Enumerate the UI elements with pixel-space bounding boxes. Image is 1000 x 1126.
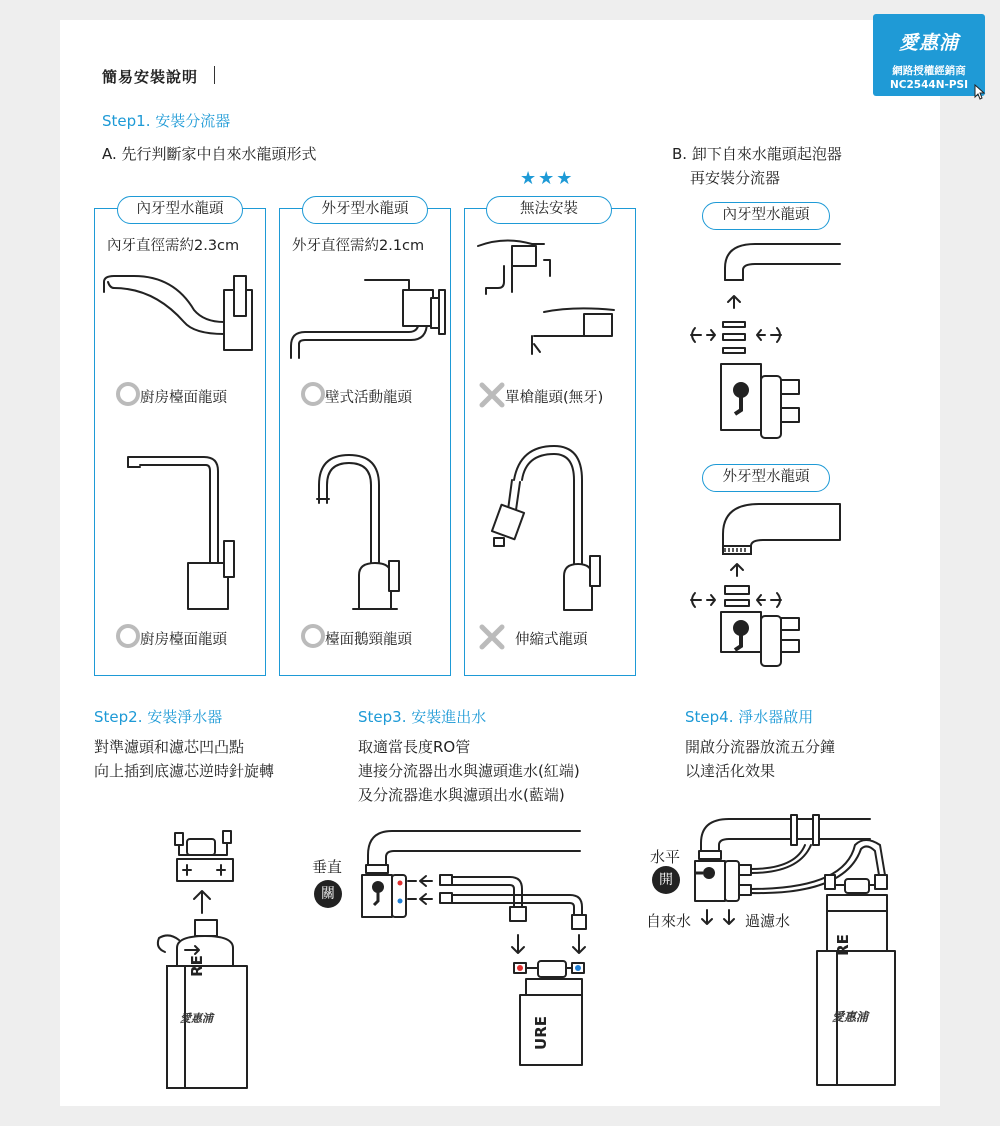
label-vertical: 垂直	[312, 858, 343, 876]
step2-line1: 對準濾頭和濾芯凹凸點	[94, 738, 245, 756]
step1-heading: Step1. 安裝分流器	[102, 112, 231, 130]
step4-line2: 以達活化效果	[685, 762, 776, 780]
not-allowed-icon	[479, 624, 505, 650]
step2-heading: Step2. 安裝淨水器	[94, 708, 223, 726]
label-tap-water: 自來水	[646, 912, 692, 930]
step3-line2: 連接分流器出水與濾頭進水(紅端)	[358, 762, 580, 780]
caption-kitchen-bottom: 廚房檯面龍頭	[140, 632, 227, 648]
kitchen-faucet-icon	[94, 260, 264, 360]
canister-side-text-step4: RE	[833, 934, 852, 956]
badge-line1: 網路授權經銷商	[892, 65, 966, 77]
canister-brand-step4: 愛惠浦	[832, 1010, 869, 1024]
canister-brand: 愛惠浦	[180, 1012, 213, 1025]
dealer-badge	[873, 14, 985, 96]
brand-logo: 愛惠浦	[898, 32, 959, 54]
cursor-icon	[974, 84, 986, 100]
not-allowed-icon	[479, 382, 505, 408]
kitchen-tall-faucet-icon	[94, 445, 264, 615]
ok-mark-icon	[116, 624, 140, 648]
star-rating: ★★★	[520, 168, 575, 189]
title-divider	[214, 66, 215, 84]
valve-open-indicator: 開	[652, 866, 680, 894]
badge-line2: NC2544N-PSI	[889, 79, 969, 91]
page-title: 簡易安裝說明	[102, 68, 199, 86]
step1-b-line2: 再安裝分流器	[690, 169, 781, 187]
filter-head-icon	[165, 825, 265, 895]
step4-line1: 開啟分流器放流五分鐘	[685, 738, 836, 756]
caption-gooseneck: 檯面鵝頸龍頭	[325, 632, 412, 648]
pill-external-thread: 外牙型水龍頭	[302, 196, 428, 224]
step3-line1: 取適當長度RO管	[358, 738, 471, 756]
step3-line3: 及分流器進水與濾頭出水(藍端)	[358, 786, 565, 804]
pullout-faucet-icon	[464, 440, 634, 610]
spec-external: 外牙直徑需約2.1cm	[292, 238, 425, 254]
internal-thread-diverter-icon	[685, 240, 825, 440]
step1-a-text: A. 先行判斷家中自來水龍頭形式	[102, 145, 317, 163]
label-filtered-water: 過濾水	[745, 912, 791, 930]
spec-internal: 內牙直徑需約2.3cm	[107, 238, 240, 254]
wall-faucet-icon	[279, 260, 449, 360]
ok-mark-icon	[301, 624, 325, 648]
pill-internal-thread: 內牙型水龍頭	[117, 196, 243, 224]
step4-activation-icon	[695, 815, 905, 1085]
up-arrow-icon	[190, 885, 214, 915]
pill-unsupported: 無法安裝	[486, 196, 612, 224]
caption-pullout: 伸縮式龍頭	[515, 632, 588, 648]
step3-heading: Step3. 安裝進出水	[358, 708, 487, 726]
step2-line2: 向上插到底濾芯逆時針旋轉	[94, 762, 275, 780]
step3-connection-icon	[350, 825, 590, 1065]
caption-wall: 壁式活動龍頭	[325, 390, 412, 406]
ok-mark-icon	[116, 382, 140, 406]
ok-mark-icon	[301, 382, 325, 406]
pill-internal-thread-b: 內牙型水龍頭	[702, 202, 830, 230]
step4-heading: Step4. 淨水器啟用	[685, 708, 814, 726]
canister-side-text: RE	[187, 955, 206, 977]
valve-closed-indicator: 關	[314, 880, 342, 908]
step1-b-line1: B. 卸下自來水龍頭起泡器	[672, 145, 842, 163]
canister-side-text-step3: URE	[531, 1016, 550, 1050]
single-lever-faucet-icon	[464, 232, 634, 362]
gooseneck-faucet-icon	[279, 445, 449, 615]
filter-canister-icon	[155, 918, 255, 1088]
external-thread-diverter-icon	[685, 500, 825, 670]
caption-single-lever: 單槍龍頭(無牙)	[505, 390, 604, 406]
label-horizontal: 水平	[650, 848, 681, 866]
caption-kitchen-top: 廚房檯面龍頭	[140, 390, 227, 406]
pill-external-thread-b: 外牙型水龍頭	[702, 464, 830, 492]
